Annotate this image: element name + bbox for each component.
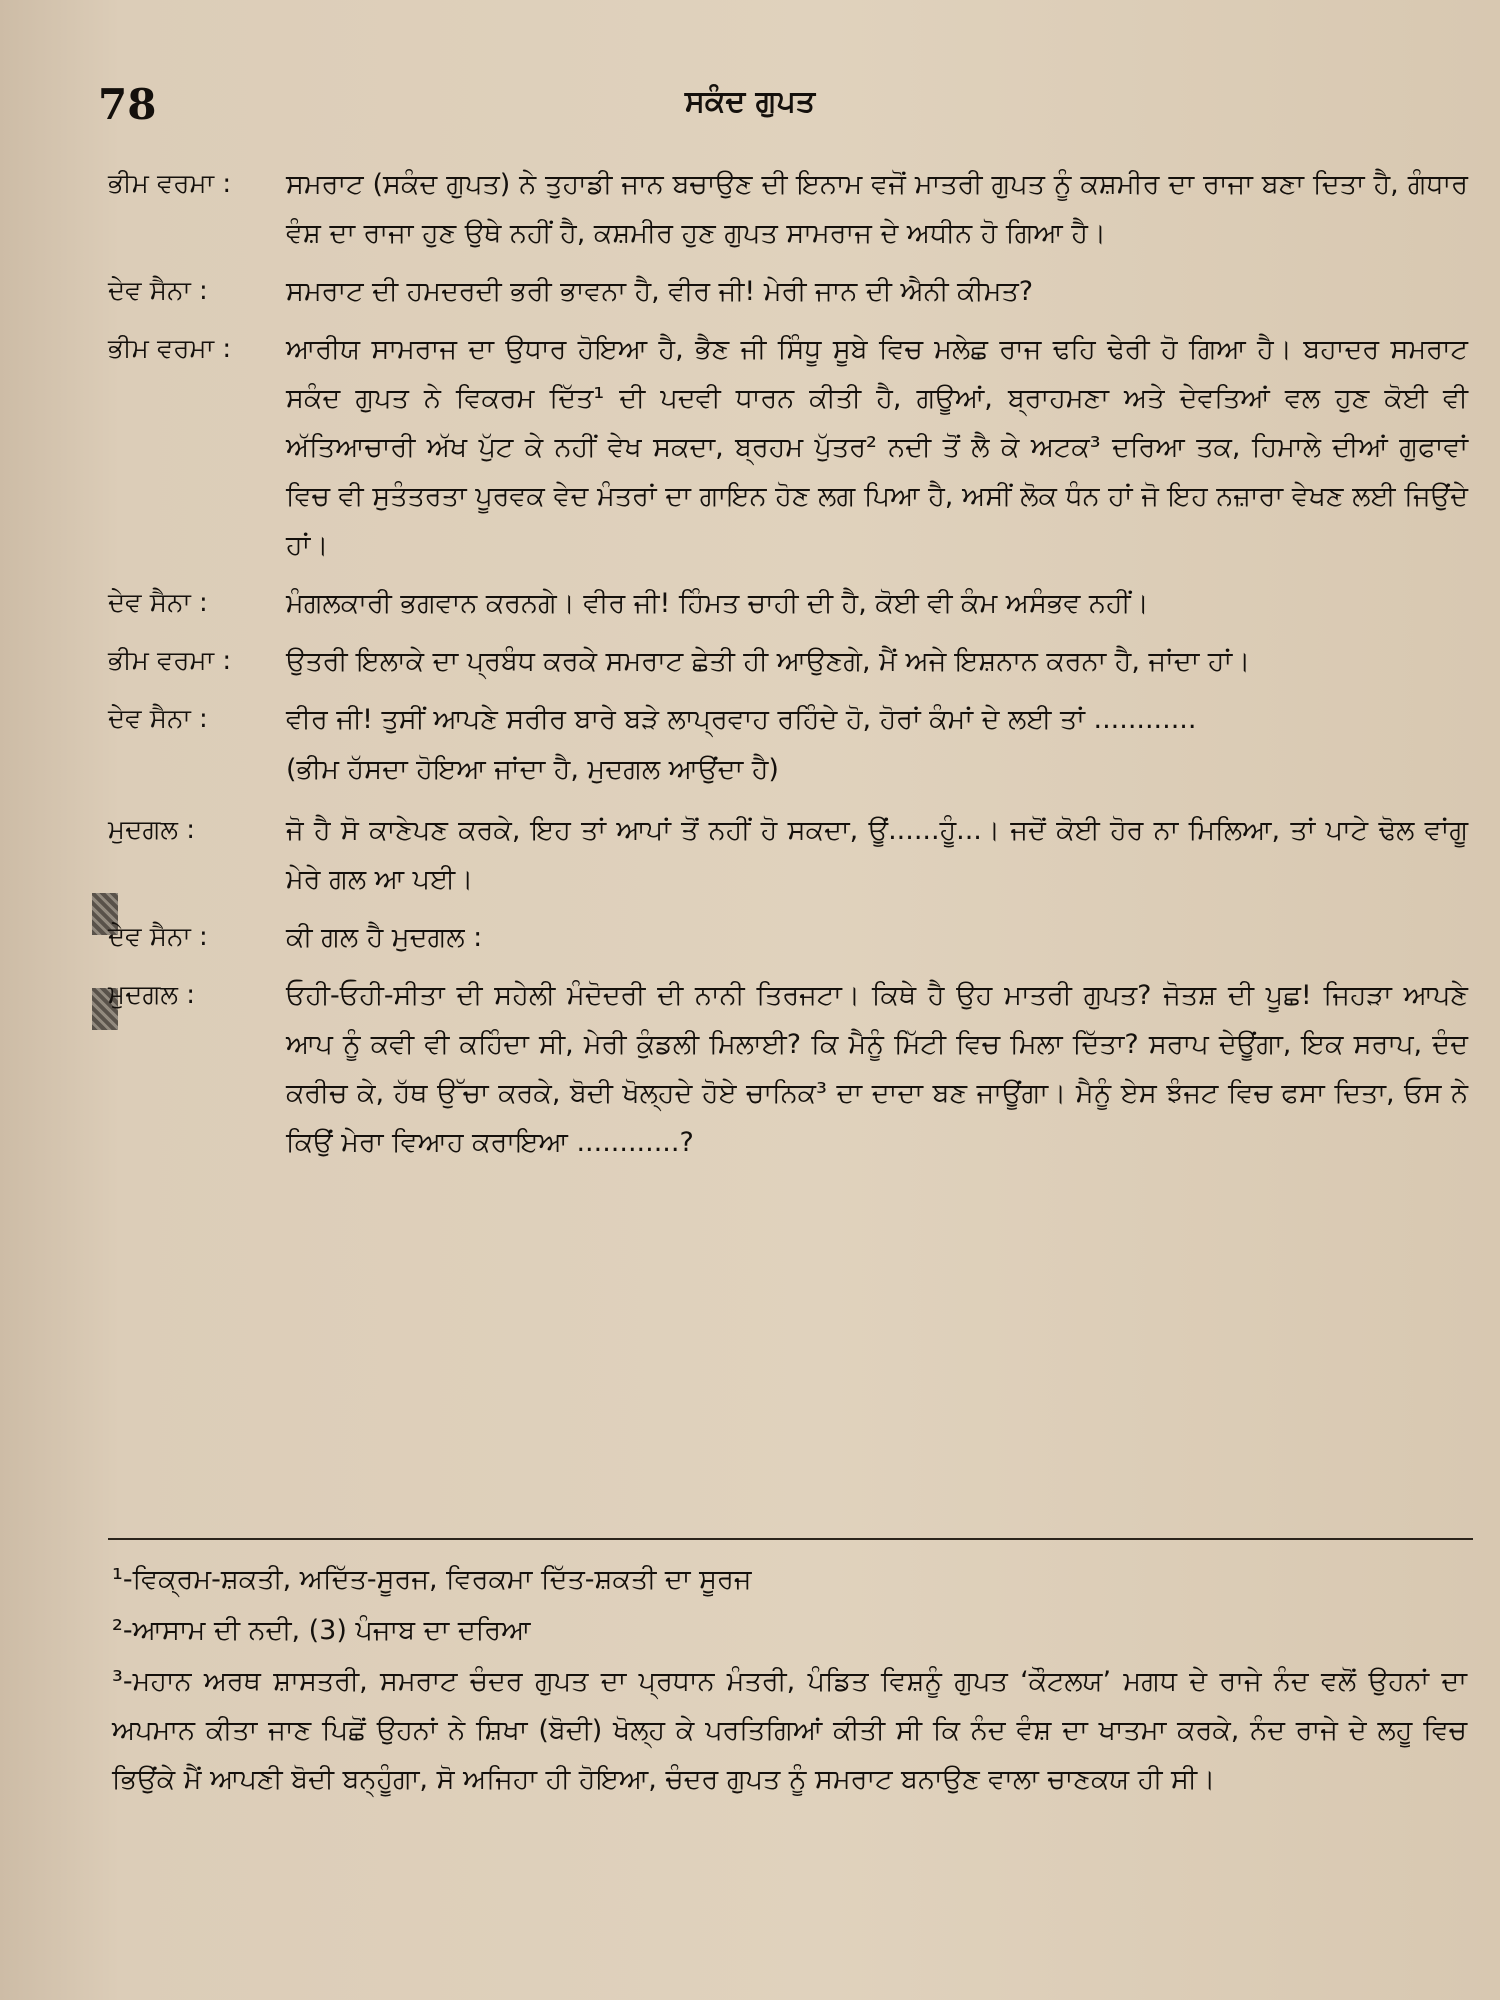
footnote: ¹-ਵਿਕ੍ਰਮ-ਸ਼ਕਤੀ, ਅਦਿੱਤ-ਸੂਰਜ, ਵਿਰਕਮਾ ਦਿੱਤ-ਸ਼ਕਤੀ ਦਾ ਸੂਰਜ (112, 1564, 752, 1595)
speech-text: ਓਹੀ-ਓਹੀ-ਸੀਤਾ ਦੀ ਸਹੇਲੀ ਮੰਦੋਦਰੀ ਦੀ ਨਾਨੀ ਤਿਰਜਟਾ। ਕਿਥੇ ਹੈ ਉਹ ਮਾਤਰੀ ਗੁਪਤ? ਜੋਤਸ਼ ਦੀ ਪੂਛ! ਜਿਹੜਾ ਆਪਣੇ ਆਪ ਨੂੰ ਕਵੀ ਵੀ ਕਹਿੰਦਾ ਸੀ, ਮੇਰੀ ਕੁੰਡਲੀ ਮਿਲਾਈ? ਕਿ ਮੈਨੂੰ ਮਿੱਟੀ ਵਿਚ ਮਿਲਾ ਦਿੱਤਾ? ਸਰਾਪ ਦੇਊਂਗਾ, ਇਕ ਸਰਾਪ, ਦੰਦ ਕਰੀਚ ਕੇ, ਹੱਥ ਉੱਚਾ ਕਰਕੇ, ਬੋਦੀ ਖੋਲ੍ਹਦੇ ਹੋਏ ਚਾਨਿਕ³ ਦਾ ਦਾਦਾ ਬਣ ਜਾਊਂਗਾ। ਮੈਨੂੰ ਏਸ ਝੰਜਟ ਵਿਚ ਫਸਾ ਦਿਤਾ, ਓਸ ਨੇ ਕਿਉਂ ਮੇਰਾ ਵਿਆਹ ਕਰਾਇਆ ............? (286, 980, 1468, 1158)
speech-text: ਕੀ ਗਲ ਹੈ ਮੁਦਗਲ : (286, 922, 483, 953)
footnote: ²-ਆਸਾਮ ਦੀ ਨਦੀ, (3) ਪੰਜਾਬ ਦਾ ਦਰਿਆ (112, 1615, 531, 1646)
dialogue-entry (108, 579, 1468, 628)
dialogue-entry (108, 267, 1468, 316)
dialogue-entry (108, 160, 1468, 258)
speaker-name: ਭੀਮ ਵਰਮਾ : (108, 169, 232, 199)
footnote: ³-ਮਹਾਨ ਅਰਥ ਸ਼ਾਸਤਰੀ, ਸਮਰਾਟ ਚੰਦਰ ਗੁਪਤ ਦਾ ਪ੍ਰਧਾਨ ਮੰਤਰੀ, ਪੰਡਿਤ ਵਿਸ਼ਨੂੰ ਗੁਪਤ ‘ਕੌਟਲਯ’ ਮਗਧ ਦੇ ਰਾਜੇ ਨੰਦ ਵਲੋਂ ਉਹਨਾਂ ਦਾ ਅਪਮਾਨ ਕੀਤਾ ਜਾਣ ਪਿਛੋਂ ਉਹਨਾਂ ਨੇ ਸ਼ਿਖਾ (ਬੋਦੀ) ਖੋਲ੍ਹ ਕੇ ਪਰਤਿਗਿਆਂ ਕੀਤੀ ਸੀ ਕਿ ਨੰਦ ਵੰਸ਼ ਦਾ ਖਾਤਮਾ ਕਰਕੇ, ਨੰਦ ਰਾਜੇ ਦੇ ਲਹੂ ਵਿਚ ਭਿਉਂਕੇ ਮੈਂ ਆਪਣੀ ਬੋਦੀ ਬਨ੍ਹੂੰਗਾ, ਸੋ ਅਜਿਹਾ ਹੀ ਹੋਇਆ, ਚੰਦਰ ਗੁਪਤ ਨੂੰ ਸਮਰਾਟ ਬਨਾਉਣ ਵਾਲਾ ਚਾਣਕਯ ਹੀ ਸੀ। (112, 1666, 1467, 1795)
speaker-name: ਦੇਵ ਸੈਨਾ : (108, 922, 208, 952)
speech-text: ਉਤਰੀ ਇਲਾਕੇ ਦਾ ਪ੍ਰਬੰਧ ਕਰਕੇ ਸਮਰਾਟ ਛੇਤੀ ਹੀ ਆਉਣਗੇ, ਮੈਂ ਅਜੇ ਇਸ਼ਨਾਨ ਕਰਨਾ ਹੈ, ਜਾਂਦਾ ਹਾਂ। (286, 646, 1251, 677)
dialogue-entry (108, 971, 1468, 1167)
speech-text: ਆਰੀਯ ਸਾਮਰਾਜ ਦਾ ਉਧਾਰ ਹੋਇਆ ਹੈ, ਭੈਣ ਜੀ ਸਿੰਧੂ ਸੂਬੇ ਵਿਚ ਮਲੇਛ ਰਾਜ ਢਹਿ ਢੇਰੀ ਹੋ ਗਿਆ ਹੈ। ਬਹਾਦਰ ਸਮਰਾਟ ਸਕੰਦ ਗੁਪਤ ਨੇ ਵਿਕਰਮ ਦਿੱਤ¹ ਦੀ ਪਦਵੀ ਧਾਰਨ ਕੀਤੀ ਹੈ, ਗਊਆਂ, ਬ੍ਰਾਹਮਣਾ ਅਤੇ ਦੇਵਤਿਆਂ ਵਲ ਹੁਣ ਕੋਈ ਵੀ ਅੱਤਿਆਚਾਰੀ ਅੱਖ ਪੁੱਟ ਕੇ ਨਹੀਂ ਵੇਖ ਸਕਦਾ, ਬ੍ਰਹਮ ਪੁੱਤਰ² ਨਦੀ ਤੋਂ ਲੈ ਕੇ ਅਟਕ³ ਦਰਿਆ ਤਕ, ਹਿਮਾਲੇ ਦੀਆਂ ਗੁਫਾਵਾਂ ਵਿਚ ਵੀ ਸੁਤੰਤਰਤਾ ਪੂਰਵਕ ਵੇਦ ਮੰਤਰਾਂ ਦਾ ਗਾਇਨ ਹੋਣ ਲਗ ਪਿਆ ਹੈ, ਅਸੀਂ ਲੋਕ ਧੰਨ ਹਾਂ ਜੋ ਇਹ ਨਜ਼ਾਰਾ ਵੇਖਣ ਲਈ ਜਿਉਂਦੇ ਹਾਂ। (286, 334, 1468, 561)
dialogue-entry (108, 913, 1468, 962)
dialogue-entry (108, 637, 1468, 686)
speaker-name: ਦੇਵ ਸੈਨਾ : (108, 276, 208, 306)
speaker-name: ਮੁਦਗਲ : (108, 980, 196, 1010)
dialogue-entry (108, 806, 1468, 904)
dialogue-entry (108, 695, 1468, 744)
speech-text: ਸਮਰਾਟ ਦੀ ਹਮਦਰਦੀ ਭਰੀ ਭਾਵਨਾ ਹੈ, ਵੀਰ ਜੀ! ਮੇਰੀ ਜਾਨ ਦੀ ਐਨੀ ਕੀਮਤ? (286, 276, 1034, 307)
footnotes (112, 1555, 1467, 1806)
speaker-name: ਭੀਮ ਵਰਮਾ : (108, 334, 232, 364)
page-number: 78 (98, 80, 157, 129)
dialogue-entry (108, 325, 1468, 570)
footnote-divider (108, 1538, 1473, 1540)
dialogue-body (108, 160, 1468, 1176)
speech-text: ਵੀਰ ਜੀ! ਤੁਸੀਂ ਆਪਣੇ ਸਰੀਰ ਬਾਰੇ ਬੜੇ ਲਾਪ੍ਰਵਾਹ ਰਹਿੰਦੇ ਹੋ, ਹੋਰਾਂ ਕੰਮਾਂ ਦੇ ਲਈ ਤਾਂ ............ (286, 704, 1197, 735)
speaker-name: ਦੇਵ ਸੈਨਾ : (108, 704, 208, 734)
speech-text: ਮੰਗਲਕਾਰੀ ਭਗਵਾਨ ਕਰਨਗੇ। ਵੀਰ ਜੀ! ਹਿੰਮਤ ਚਾਹੀ ਦੀ ਹੈ, ਕੋਈ ਵੀ ਕੰਮ ਅਸੰਭਵ ਨਹੀਂ। (286, 588, 1149, 619)
running-title: ਸਕੰਦ ਗੁਪਤ (684, 84, 816, 119)
speaker-name: ਭੀਮ ਵਰਮਾ : (108, 646, 232, 676)
speech-text: ਜੋ ਹੈ ਸੋ ਕਾਣੇਪਣ ਕਰਕੇ, ਇਹ ਤਾਂ ਆਪਾਂ ਤੋਂ ਨਹੀਂ ਹੋ ਸਕਦਾ, ਊਂ......ਹੂੰ...। ਜਦੋਂ ਕੋਈ ਹੋਰ ਨਾ ਮਿਲਿਆ, ਤਾਂ ਪਾਟੇ ਢੋਲ ਵਾਂਗੂ ਮੇਰੇ ਗਲ ਆ ਪਈ। (286, 815, 1468, 895)
speech-text: ਸਮਰਾਟ (ਸਕੰਦ ਗੁਪਤ) ਨੇ ਤੁਹਾਡੀ ਜਾਨ ਬਚਾਉਣ ਦੀ ਇਨਾਮ ਵਜੋਂ ਮਾਤਰੀ ਗੁਪਤ ਨੂੰ ਕਸ਼ਮੀਰ ਦਾ ਰਾਜਾ ਬਣਾ ਦਿਤਾ ਹੈ, ਗੰਧਾਰ ਵੰਸ਼ ਦਾ ਰਾਜਾ ਹੁਣ ਉਥੇ ਨਹੀਂ ਹੈ, ਕਸ਼ਮੀਰ ਹੁਣ ਗੁਪਤ ਸਾਮਰਾਜ ਦੇ ਅਧੀਨ ਹੋ ਗਿਆ ਹੈ। (286, 169, 1468, 249)
speaker-name: ਮੁਦਗਲ : (108, 815, 196, 845)
stage-direction: (ਭੀਮ ਹੱਸਦਾ ਹੋਇਆ ਜਾਂਦਾ ਹੈ, ਮੁਦਗਲ ਆਉਂਦਾ ਹੈ) (286, 754, 779, 785)
speaker-name: ਦੇਵ ਸੈਨਾ : (108, 588, 208, 618)
